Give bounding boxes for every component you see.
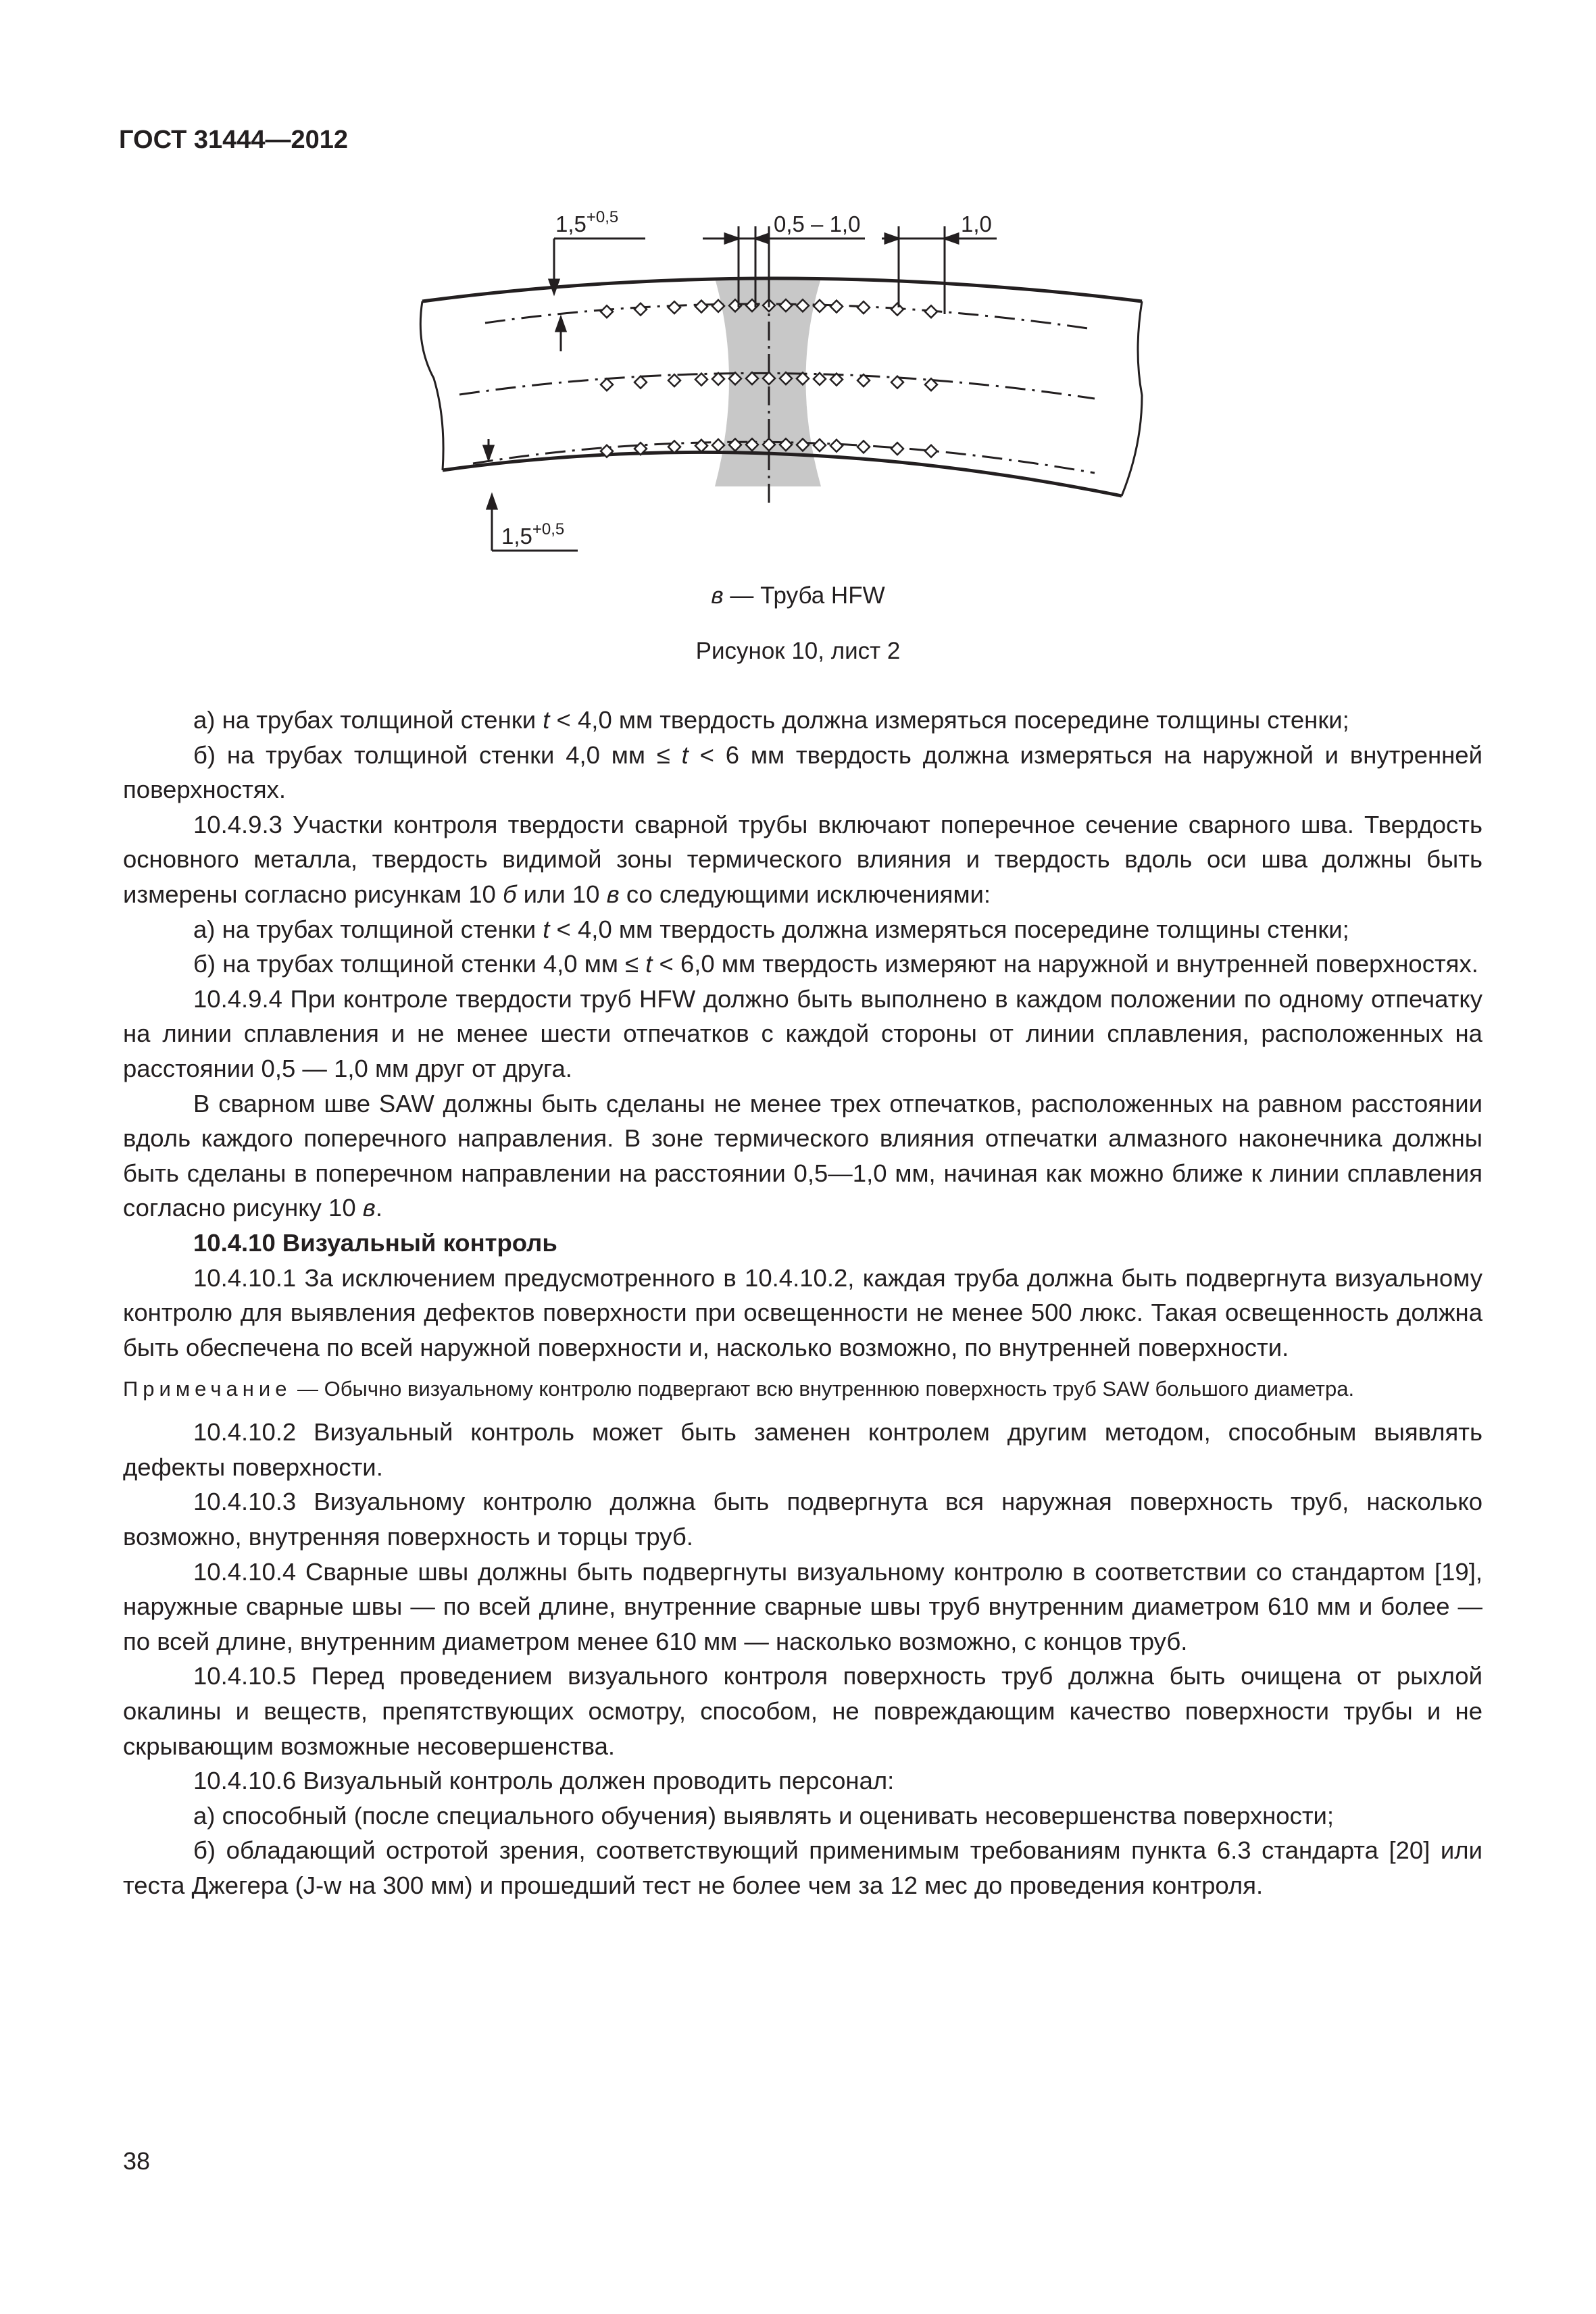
paragraph: а) способный (после специального обучения) выявлять и оценивать несовершенства поверхности; <box>193 1801 1335 1830</box>
indent-marker <box>830 301 843 313</box>
paragraph: 10.4.10.6 Визуальный контроль должен проводить персонал: <box>193 1767 895 1795</box>
indent-marker <box>668 374 680 386</box>
left-break-line <box>420 301 443 470</box>
paragraph: 10.4.9.3 Участки контроля твердости сварной трубы включают поперечное сечение сварного шва. Твердость основного металла, твердость видимой зоны термического влияния и твердость вдоль оси шва должны быть измерены согласно рисункам 10 б или 10 в со следующими исключениями: <box>123 810 1482 908</box>
indent-marker <box>668 301 680 313</box>
indent-marker <box>814 300 826 312</box>
figure-subcaption: в — Труба HFW <box>711 582 885 609</box>
paragraph: б) обладающий остротой зрения, соответствующий применимым требованиям пункта 6.3 стандарта [20] или теста Джегера (J-w на 300 мм) и прошедший тест не более чем за 12 мес до проведения контроля. <box>123 1836 1482 1899</box>
indent-marker <box>695 301 707 313</box>
indent-marker <box>634 303 647 316</box>
indent-marker <box>601 305 613 318</box>
right-break-line <box>1122 301 1142 496</box>
page-number: 38 <box>123 2147 151 2175</box>
paragraph: В сварном шве SAW должны быть сделаны не менее трех отпечатков, расположенных на равном расстоянии вдоль каждого поперечного направления. В зоне термического влияния отпечатки алмазного наконечника должны быть сделаны в поперечном направлении на расстоянии 0,5—1,0 мм, начиная как можно ближе к линии сплавления согласно рисунку 10 в. <box>123 1089 1482 1222</box>
paragraph: 10.4.10.1 За исключением предусмотренного в 10.4.10.2, каждая труба должна быть подвергнута визуальному контролю для выявления дефектов поверхности при освещенности не менее 500 люкс. Такая освещенность должна быть обеспечена по всей наружной поверхности и, насколько возможно, по внутренней поверхности. <box>123 1263 1482 1361</box>
indent-marker <box>891 443 903 455</box>
dim-right-label: 1,0 <box>961 211 992 236</box>
paragraph: 10.4.10.2 Визуальный контроль может быть заменен контролем другим методом, способным выявлять дефекты поверхности. <box>123 1418 1482 1481</box>
note: Примечание — Обычно визуальному контролю подвергают всю внутреннюю поверхность труб SAW большого диаметра. <box>123 1377 1355 1401</box>
paragraph: б) на трубах толщиной стенки 4,0 мм ≤ t < 6 мм твердость должна измеряться на наружной и внутренней поверхностях. <box>123 740 1482 804</box>
indent-marker <box>925 305 937 318</box>
hardness-test-figure <box>0 0 1596 662</box>
figure-caption: Рисунок 10, лист 2 <box>695 638 901 664</box>
dimension-top-left <box>549 238 645 351</box>
dim-top-label: $1,5^{+0,5}$ <box>555 208 619 236</box>
paragraph: 10.4.10.5 Перед проведением визуального контроля поверхность труб должна быть очищена от рыхлой окалины и веществ, препятствующих осмотру, способом, не повреждающим качество поверхности трубы и не скрывающим возможные несовершенства. <box>123 1662 1482 1760</box>
indent-marker <box>857 441 870 453</box>
indent-marker <box>601 378 613 391</box>
dimension-right <box>882 226 997 314</box>
paragraph: 10.4.10.4 Сварные швы должны быть подвергнуты визуальному контролю в соответствии со стандартом [19], наружные сварные швы — по всей длине, внутренние сварные швы труб внутренним диаметром 610 мм и более — по всей длине, внутренним диаметром менее 610 мм — насколько возможно, с концов труб. <box>123 1557 1482 1655</box>
dim-spacing-label: 0,5 – 1,0 <box>774 211 861 236</box>
indent-marker <box>695 440 707 452</box>
indent-marker <box>891 303 903 316</box>
indent-marker <box>814 439 826 451</box>
indent-marker <box>634 376 647 388</box>
indent-marker <box>695 374 707 386</box>
paragraph: 10.4.9.4 При контроле твердости труб HFW должно быть выполнено в каждом положении по одному отпечатку на линии сплавления и не менее шести отпечатков с каждой стороны от линии сплавления, расположенных на расстоянии 0,5 — 1,0 мм друг от друга. <box>123 984 1482 1082</box>
dim-bottom-label: $1,5^{+0,5}$ <box>501 520 565 549</box>
indent-marker <box>712 439 724 451</box>
paragraph: а) на трубах толщиной стенки t < 4,0 мм твердость должна измеряться посередине толщины стенки; <box>193 915 1349 943</box>
body-text <box>123 703 1482 1903</box>
paragraph: 10.4.10.3 Визуальному контролю должна быть подвергнута вся наружная поверхность труб, насколько возможно, внутренняя поверхность и торцы труб. <box>123 1488 1482 1551</box>
indent-marker <box>830 440 843 452</box>
paragraph: а) на трубах толщиной стенки t < 4,0 мм твердость должна измеряться посередине толщины стенки; <box>193 706 1349 734</box>
note-label: Примечание <box>123 1377 292 1401</box>
document-code: ГОСТ 31444—2012 <box>119 126 349 154</box>
indent-marker <box>857 301 870 313</box>
paragraph: б) на трубах толщиной стенки 4,0 мм ≤ t < 6,0 мм твердость измеряют на наружной и внутренней поверхностях. <box>193 950 1478 978</box>
indent-marker <box>925 445 937 457</box>
section-heading: 10.4.10 Визуальный контроль <box>193 1228 557 1257</box>
